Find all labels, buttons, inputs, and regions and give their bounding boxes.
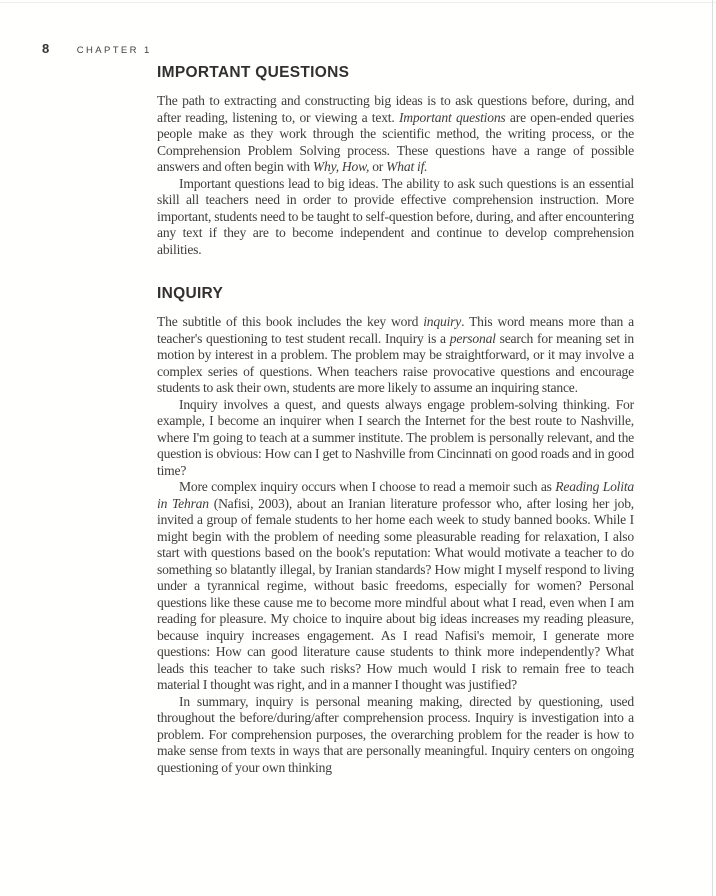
page-number: 8 [42, 41, 50, 56]
text-run: More complex inquiry occurs when I choose to read a memoir such as [179, 479, 556, 494]
text-run: (Nafisi, 2003), about an Iranian literature professor who, after losing her job, invited a group of female students to her home each week to study banned books. While I might begin with the problem of needing some pleasurable reading for relaxation, I also start with questions based on the book's reputation: What would motivate a teacher to do something so blatantly illegal, by Iranian standards? How might I myself respond to living under a tyrannical regime, without basic freedoms, especially for women? Personal questions like these cause me to become more mindful about what I read, even when I am reading for pleasure. My choice to inquire about big ideas increases my reading pleasure, because inquiry increases engagement. As I read Nafisi's memoir, I generate more questions: How can good literature cause students to think more independently? What leads this teacher to take such risks? How much would I risk to remain free to teach material I thought was right, and in a manner I thought was justified? [157, 495, 634, 692]
text-run: In summary, inquiry is personal meaning making, directed by questioning, used throughout the before/during/after comprehension process. Inquiry is investigation into a problem. For comprehension purposes, the overarching problem for the reader is how to make sense from texts in ways that are personally meaningful. Inquiry centers on ongoing questioning of your own thinking [157, 693, 634, 775]
text-run: Important questions lead to big ideas. The ability to ask such questions is an essential skill all teachers need in order to provide effective comprehension instruction. More important, students need to be taught to self-question before, during, and after encountering any text if they are to become independent and continue to develop comprehension abilities. [157, 175, 634, 257]
running-head [42, 41, 152, 56]
text-run: The path to extracting and constructing big ideas is to ask questions before, during, and after reading, listening to, or viewing a text. [157, 93, 634, 125]
paragraph [157, 694, 634, 777]
text-run: Reading Lolita in Tehran [157, 479, 634, 511]
paragraph [157, 93, 634, 176]
text-run: inquiry [423, 314, 462, 329]
text-section [157, 285, 634, 776]
text-section [157, 64, 634, 258]
text-run: What if. [386, 159, 428, 174]
text-run: personal [449, 330, 496, 346]
text-run: Why, How, [312, 159, 370, 174]
content-column [157, 64, 634, 776]
section-heading: IMPORTANT QUESTIONS [157, 64, 350, 81]
paragraph [157, 397, 634, 480]
text-run: . This word means more than a teacher's questioning to test student recall. Inquiry is a [157, 314, 634, 346]
chapter-label: CHAPTER 1 [76, 45, 152, 56]
text-run: search for meaning set in motion by interest in a problem. The problem may be straightforward, or it may involve a complex series of questions. When teachers raise provocative questions and encourage students to ask their own, students are more likely to assume an inquiring stance. [157, 330, 635, 395]
text-run: are open-ended queries people make as they work through the scientific method, the writing process, or the Comprehension Problem Solving process. These questions have a range of possible answers and often begin with [157, 109, 634, 174]
text-run: The subtitle of this book includes the key word [157, 314, 424, 329]
paragraph [157, 314, 634, 397]
paragraph [157, 176, 634, 259]
text-run: or [369, 159, 387, 174]
text-run: Inquiry involves a quest, and quests always engage problem-solving thinking. For example, I become an inquirer when I search the Internet for the best route to Nashville, where I'm going to teach at a summer institute. The problem is personally relevant, and the question is obvious: How can I get to Nashville from Cincinnati on good roads and in good time? [157, 396, 634, 478]
paragraph [157, 479, 634, 694]
text-run: Important questions [398, 109, 506, 125]
section-heading: INQUIRY [157, 285, 224, 302]
